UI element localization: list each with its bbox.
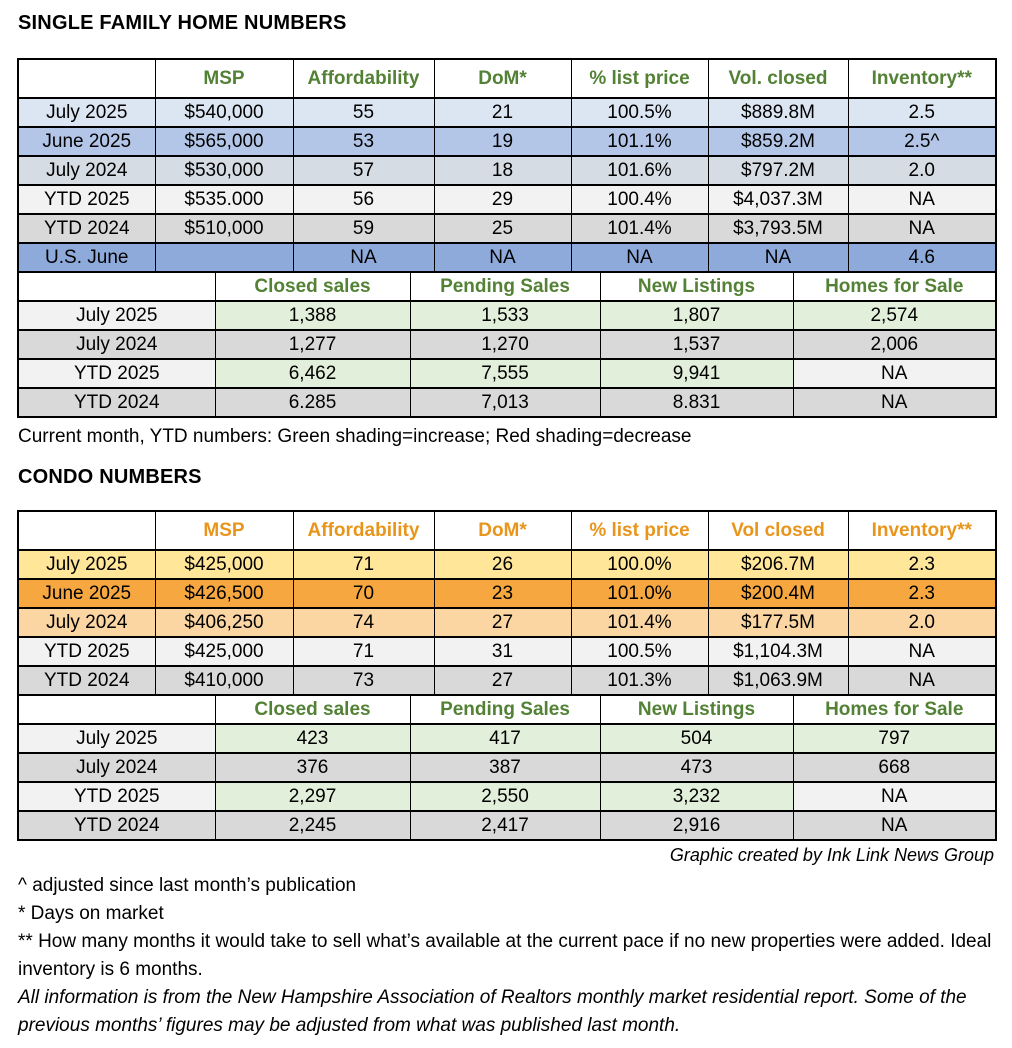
data-cell: 71 (293, 550, 434, 579)
data-cell: 473 (600, 753, 793, 782)
data-cell: $889.8M (708, 98, 848, 127)
data-cell (155, 243, 293, 272)
data-cell: 25 (434, 214, 571, 243)
table-row (18, 782, 996, 811)
data-cell: $206.7M (708, 550, 848, 579)
column-header: Pending Sales (410, 272, 600, 301)
data-cell: 1,533 (410, 301, 600, 330)
table-row (18, 127, 996, 156)
row-label: July 2024 (18, 156, 155, 185)
data-cell: 2.3 (848, 579, 996, 608)
column-header: Inventory** (848, 511, 996, 550)
corner-cell (18, 511, 155, 550)
data-cell: NA (293, 243, 434, 272)
table-row (18, 550, 996, 579)
data-cell: 2,417 (410, 811, 600, 840)
data-cell: 797 (793, 724, 996, 753)
column-header: New Listings (600, 272, 793, 301)
shading-legend-note: Current month, YTD numbers: Green shading=increase; Red shading=decrease (18, 426, 692, 447)
data-cell: 1,270 (410, 330, 600, 359)
data-cell: 2.5 (848, 98, 996, 127)
data-cell: $797.2M (708, 156, 848, 185)
row-label: July 2025 (18, 550, 155, 579)
corner-cell (18, 59, 155, 98)
column-header: % list price (571, 511, 708, 550)
row-label: YTD 2025 (18, 359, 215, 388)
header-row (18, 59, 996, 98)
data-cell: 70 (293, 579, 434, 608)
data-cell: 2.3 (848, 550, 996, 579)
table-row (18, 579, 996, 608)
data-cell: NA (848, 666, 996, 695)
row-label: July 2025 (18, 724, 215, 753)
row-label: U.S. June (18, 243, 155, 272)
data-cell: NA (848, 214, 996, 243)
data-cell: 1,277 (215, 330, 410, 359)
data-cell: 101.4% (571, 608, 708, 637)
data-cell: 55 (293, 98, 434, 127)
credit-line: Graphic created by Ink Link News Group (669, 845, 994, 865)
table-row (18, 330, 996, 359)
data-cell: 668 (793, 753, 996, 782)
table-row (18, 753, 996, 782)
row-label: YTD 2024 (18, 388, 215, 417)
table-row (18, 301, 996, 330)
row-label: July 2024 (18, 330, 215, 359)
footnote-days-on-market: * Days on market (18, 903, 164, 924)
data-cell: 27 (434, 608, 571, 637)
data-cell: NA (793, 359, 996, 388)
data-cell: 9,941 (600, 359, 793, 388)
data-cell: 26 (434, 550, 571, 579)
data-cell: 6.285 (215, 388, 410, 417)
data-cell: 100.5% (571, 98, 708, 127)
data-cell: 1,807 (600, 301, 793, 330)
row-label: July 2025 (18, 301, 215, 330)
row-label: June 2025 (18, 127, 155, 156)
data-cell: $426,500 (155, 579, 293, 608)
column-header: Affordability (293, 511, 434, 550)
footnote-inventory: ** How many months it would take to sell what’s available at the current pace if no new properties were added. Ideal inventory is 6 months. (18, 931, 992, 980)
data-cell: $1,104.3M (708, 637, 848, 666)
data-cell: 417 (410, 724, 600, 753)
data-cell: NA (571, 243, 708, 272)
data-cell: $425,000 (155, 637, 293, 666)
table-row (18, 608, 996, 637)
data-cell: 56 (293, 185, 434, 214)
data-cell: $565,000 (155, 127, 293, 156)
row-label: YTD 2024 (18, 811, 215, 840)
data-cell: 2.0 (848, 156, 996, 185)
table-row (18, 359, 996, 388)
data-cell: 101.6% (571, 156, 708, 185)
corner-cell (18, 695, 215, 724)
row-label: YTD 2024 (18, 666, 155, 695)
data-cell: 6,462 (215, 359, 410, 388)
data-cell: 59 (293, 214, 434, 243)
data-cell: 7,013 (410, 388, 600, 417)
data-cell: 4.6 (848, 243, 996, 272)
data-cell: 101.4% (571, 214, 708, 243)
data-cell: 100.5% (571, 637, 708, 666)
table-row (18, 156, 996, 185)
data-cell: 31 (434, 637, 571, 666)
data-cell: NA (793, 388, 996, 417)
data-cell: NA (708, 243, 848, 272)
data-cell: 101.0% (571, 579, 708, 608)
row-label: YTD 2025 (18, 782, 215, 811)
data-cell: 2,006 (793, 330, 996, 359)
table-row (18, 637, 996, 666)
data-cell: 423 (215, 724, 410, 753)
data-cell: 1,537 (600, 330, 793, 359)
data-cell: 100.4% (571, 185, 708, 214)
row-label: YTD 2025 (18, 637, 155, 666)
data-cell: 2.5^ (848, 127, 996, 156)
data-cell: $410,000 (155, 666, 293, 695)
header-row (18, 511, 996, 550)
data-cell: $540,000 (155, 98, 293, 127)
row-label: YTD 2024 (18, 214, 155, 243)
data-cell: 57 (293, 156, 434, 185)
header-row (18, 695, 996, 724)
table-row (18, 811, 996, 840)
data-cell: 1,388 (215, 301, 410, 330)
row-label: June 2025 (18, 579, 155, 608)
data-cell: $4,037.3M (708, 185, 848, 214)
data-cell: NA (434, 243, 571, 272)
header-row (18, 272, 996, 301)
column-header: Closed sales (215, 695, 410, 724)
data-cell: 504 (600, 724, 793, 753)
data-cell: NA (848, 637, 996, 666)
data-cell: 27 (434, 666, 571, 695)
data-cell: 23 (434, 579, 571, 608)
column-header: Inventory** (848, 59, 996, 98)
data-cell: 8.831 (600, 388, 793, 417)
column-header: DoM* (434, 59, 571, 98)
table-row (18, 243, 996, 272)
data-cell: 73 (293, 666, 434, 695)
table-row (18, 185, 996, 214)
data-cell: 2,916 (600, 811, 793, 840)
column-header: Closed sales (215, 272, 410, 301)
row-label: July 2024 (18, 608, 155, 637)
column-header: Pending Sales (410, 695, 600, 724)
single-family-main-table (17, 58, 997, 273)
data-cell: 100.0% (571, 550, 708, 579)
condo-main-table (17, 510, 997, 696)
row-label: YTD 2025 (18, 185, 155, 214)
column-header: MSP (155, 511, 293, 550)
column-header: Homes for Sale (793, 272, 996, 301)
condo-section-title: CONDO NUMBERS (18, 466, 202, 488)
column-header: Affordability (293, 59, 434, 98)
table-row (18, 724, 996, 753)
footnote-adjusted: ^ adjusted since last month’s publication (18, 875, 357, 896)
data-cell: 376 (215, 753, 410, 782)
data-cell: 19 (434, 127, 571, 156)
column-header: New Listings (600, 695, 793, 724)
row-label: July 2024 (18, 753, 215, 782)
data-cell: 101.1% (571, 127, 708, 156)
column-header: DoM* (434, 511, 571, 550)
data-cell: 74 (293, 608, 434, 637)
column-header: MSP (155, 59, 293, 98)
data-cell: $1,063.9M (708, 666, 848, 695)
data-cell: 2,550 (410, 782, 600, 811)
data-cell: NA (793, 782, 996, 811)
column-header: Homes for Sale (793, 695, 996, 724)
data-cell: 18 (434, 156, 571, 185)
data-cell: $859.2M (708, 127, 848, 156)
data-cell: 71 (293, 637, 434, 666)
table-row (18, 388, 996, 417)
data-cell: 7,555 (410, 359, 600, 388)
table-row (18, 666, 996, 695)
row-label: July 2025 (18, 98, 155, 127)
data-cell: 2,574 (793, 301, 996, 330)
disclaimer: All information is from the New Hampshire Association of Realtors monthly market residential report. Some of the previous months’ figures may be adjusted from what was published last month. (18, 987, 967, 1036)
data-cell: 387 (410, 753, 600, 782)
data-cell: $3,793.5M (708, 214, 848, 243)
data-cell: $510,000 (155, 214, 293, 243)
table-row (18, 98, 996, 127)
data-cell: 2.0 (848, 608, 996, 637)
data-cell: $530,000 (155, 156, 293, 185)
data-cell: $535.000 (155, 185, 293, 214)
data-cell: 101.3% (571, 666, 708, 695)
data-cell: $425,000 (155, 550, 293, 579)
single-family-section-title: SINGLE FAMILY HOME NUMBERS (18, 12, 347, 34)
data-cell: NA (848, 185, 996, 214)
column-header: % list price (571, 59, 708, 98)
data-cell: 29 (434, 185, 571, 214)
data-cell: 53 (293, 127, 434, 156)
single-family-activity-table (17, 271, 997, 418)
corner-cell (18, 272, 215, 301)
data-cell: NA (793, 811, 996, 840)
condo-activity-table (17, 694, 997, 841)
data-cell: 2,297 (215, 782, 410, 811)
column-header: Vol closed (708, 511, 848, 550)
data-cell: 3,232 (600, 782, 793, 811)
footnotes (18, 872, 995, 1040)
data-cell: $200.4M (708, 579, 848, 608)
data-cell: 2,245 (215, 811, 410, 840)
data-cell: $406,250 (155, 608, 293, 637)
column-header: Vol. closed (708, 59, 848, 98)
data-cell: 21 (434, 98, 571, 127)
table-row (18, 214, 996, 243)
data-cell: $177.5M (708, 608, 848, 637)
